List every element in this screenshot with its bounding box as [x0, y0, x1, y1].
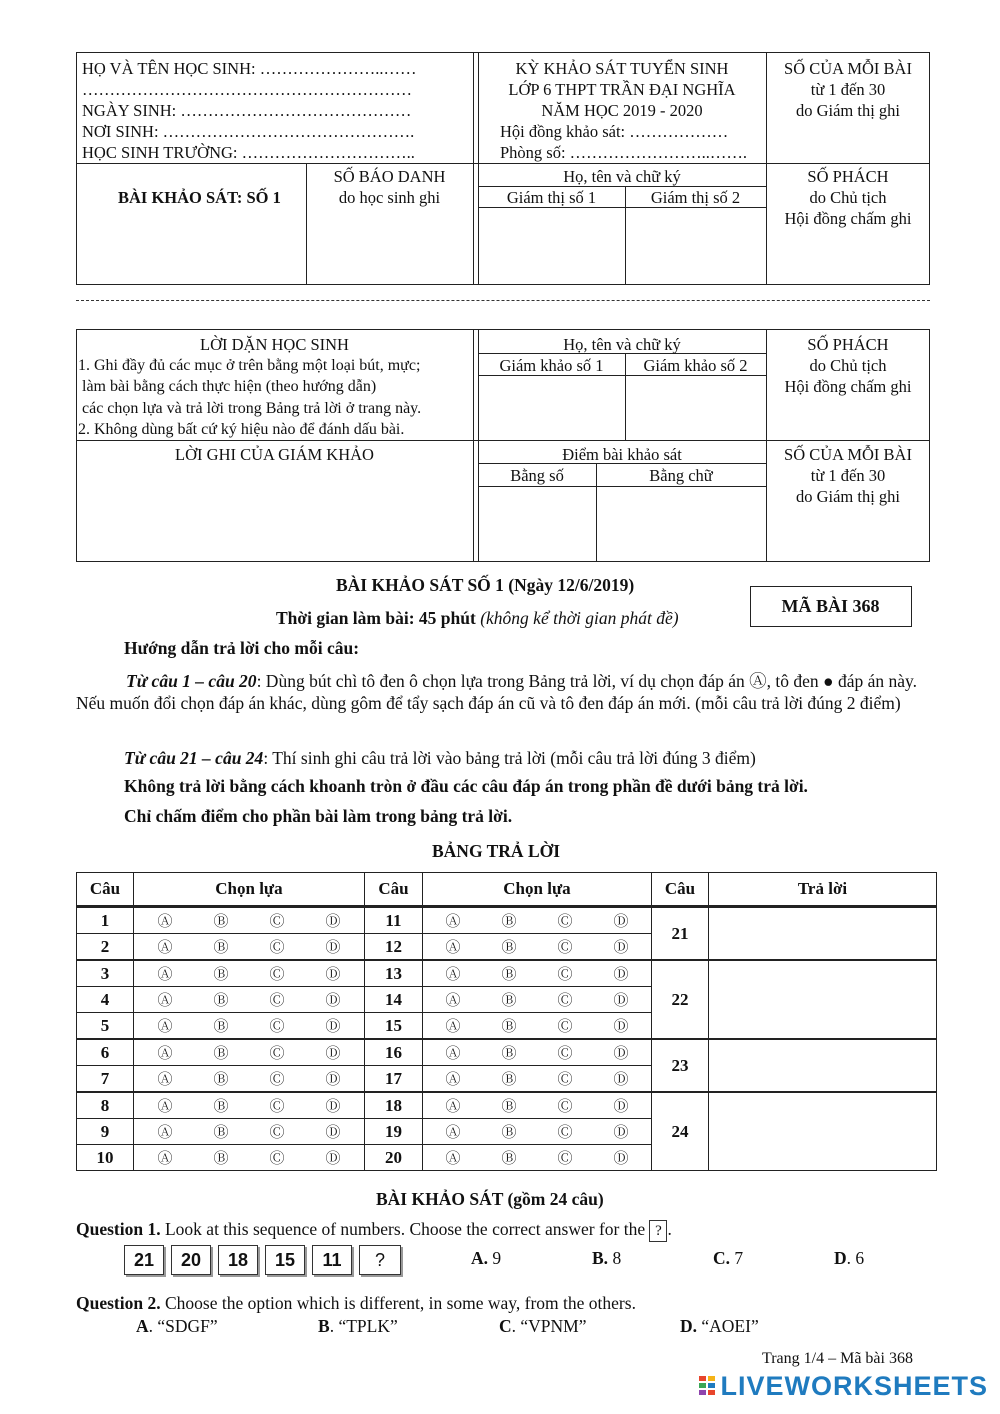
q12-choices: [422, 934, 651, 961]
question-number: 11: [365, 907, 423, 934]
bubble-option-d[interactable]: Ⓓ: [613, 912, 629, 930]
bubble-option-d[interactable]: Ⓓ: [325, 1123, 341, 1141]
exam-time: [276, 608, 679, 629]
q2-option-d-label: D.: [680, 1316, 698, 1336]
bubble-option-c[interactable]: Ⓒ: [557, 938, 573, 956]
grader1-sign-box[interactable]: [481, 378, 623, 438]
open-question-number: 22: [652, 960, 709, 1039]
detach-no-note1: do Chủ tịch: [809, 188, 887, 207]
open-answer-input[interactable]: [708, 1039, 936, 1092]
instruction-line3: các chọn lựa và trả lời trong Bảng trả lời ở trang này.: [82, 400, 422, 417]
bubble-option-a[interactable]: Ⓐ: [157, 912, 173, 930]
bubble-option-c[interactable]: Ⓒ: [269, 1149, 285, 1167]
q20-choices: [422, 1145, 651, 1171]
q1-option-d-value: . 6: [846, 1248, 865, 1268]
question-number: 19: [365, 1119, 423, 1145]
bubble-option-c[interactable]: Ⓒ: [557, 1017, 573, 1035]
proctor1-label: Giám thị số 1: [506, 188, 597, 207]
guide-paragraph2: [124, 747, 944, 769]
bubble-option-b[interactable]: Ⓑ: [501, 1070, 517, 1088]
bubble-option-b[interactable]: Ⓑ: [213, 1044, 229, 1062]
bubble-option-b[interactable]: Ⓑ: [213, 1149, 229, 1167]
instruction-line2: làm bài bằng cách thực hiện (theo hướng dẫn): [82, 378, 377, 395]
grading-detach-no-note2: Hội đồng chấm ghi: [784, 377, 912, 396]
bubble-option-c[interactable]: Ⓒ: [269, 1123, 285, 1141]
student-name-field-cont[interactable]: ……………………………………………………: [82, 80, 412, 99]
exam-time-note: (không kể thời gian phát đề): [480, 608, 679, 628]
q2-choices: [133, 934, 364, 961]
proctor1-sign-box[interactable]: [481, 210, 623, 282]
grader-sign-title: Họ, tên và chữ ký: [563, 335, 681, 354]
bubble-option-c[interactable]: Ⓒ: [269, 965, 285, 983]
birth-place-field[interactable]: NƠI SINH: ……………………………………….: [82, 122, 415, 141]
paper-no-range: từ 1 đến 30: [810, 80, 886, 99]
survey-title: BÀI KHẢO SÁT (gồm 24 câu): [376, 1189, 604, 1209]
bubble-option-b[interactable]: Ⓑ: [501, 1044, 517, 1062]
bubble-option-d[interactable]: Ⓓ: [325, 1044, 341, 1062]
bubble-option-a[interactable]: Ⓐ: [157, 991, 173, 1009]
q1-choices: [133, 907, 364, 934]
bubble-option-d[interactable]: Ⓓ: [613, 965, 629, 983]
bubble-option-d[interactable]: Ⓓ: [325, 912, 341, 930]
bubble-option-d[interactable]: Ⓓ: [613, 991, 629, 1009]
q10-choices: [133, 1145, 364, 1171]
bubble-option-a[interactable]: Ⓐ: [445, 1044, 461, 1062]
q2-option-c-label: C: [499, 1316, 512, 1336]
q2-text: Choose the option which is different, in some way, from the others.: [164, 1293, 636, 1313]
q1-sequence: [124, 1245, 408, 1275]
question-number: 3: [77, 960, 134, 987]
q2-option-b-value: . “TPLK”: [329, 1316, 398, 1336]
bubble-option-a[interactable]: Ⓐ: [445, 1017, 461, 1035]
guide-note1: Không trả lời bằng cách khoanh tròn ở đầu các câu đáp án trong phần đề dưới bảng trả lời.: [124, 776, 808, 796]
proctor2-sign-box[interactable]: [628, 210, 764, 282]
bubble-option-b[interactable]: Ⓑ: [213, 1017, 229, 1035]
q13-choices: [422, 960, 651, 987]
q2-option-a: [136, 1316, 218, 1337]
table-row: [77, 1092, 937, 1119]
bubble-option-a[interactable]: Ⓐ: [445, 1123, 461, 1141]
question-number: 17: [365, 1066, 423, 1093]
bubble-option-d[interactable]: Ⓓ: [325, 991, 341, 1009]
col-header-q1: Câu: [77, 873, 134, 907]
question-number: 8: [77, 1092, 134, 1119]
seq-item-unknown: ?: [359, 1245, 401, 1275]
q9-choices: [133, 1119, 364, 1145]
bubble-option-a[interactable]: Ⓐ: [445, 912, 461, 930]
bubble-option-b[interactable]: Ⓑ: [213, 912, 229, 930]
q4-choices: [133, 987, 364, 1013]
score-words-label: Bằng chữ: [649, 466, 713, 485]
answer-table: [76, 872, 937, 1171]
score-number-label: Bằng số: [510, 466, 564, 485]
q1-option-c-label: C.: [713, 1248, 731, 1268]
paper-no-label: SỐ CỦA MỖI BÀI: [784, 59, 912, 78]
question-number: 18: [365, 1092, 423, 1119]
question-number: 4: [77, 987, 134, 1013]
q15-choices: [422, 1013, 651, 1040]
candidate-no-note: do học sinh ghi: [338, 188, 441, 207]
grader2-sign-box[interactable]: [628, 378, 764, 438]
q18-choices: [422, 1092, 651, 1119]
question-2: [76, 1293, 636, 1314]
question-number: 13: [365, 960, 423, 987]
bubble-option-a[interactable]: Ⓐ: [445, 1070, 461, 1088]
question-number: 16: [365, 1039, 423, 1066]
bubble-option-b[interactable]: Ⓑ: [501, 991, 517, 1009]
bubble-option-c[interactable]: Ⓒ: [269, 1044, 285, 1062]
open-answer-input[interactable]: [708, 1092, 936, 1171]
bubble-option-d[interactable]: Ⓓ: [325, 1097, 341, 1115]
q1-option-c: [713, 1248, 743, 1269]
paper-no-note: do Giám thị ghi: [795, 101, 901, 120]
q2-option-c: [499, 1316, 587, 1337]
bubble-option-c[interactable]: Ⓒ: [269, 991, 285, 1009]
birth-date-field[interactable]: NGÀY SINH: ……………………………………: [82, 101, 412, 120]
col-header-choice2: Chọn lựa: [422, 873, 651, 907]
grading-paper-no-note: do Giám thị ghi: [795, 487, 901, 506]
liveworksheets-logo-icon: [698, 1375, 716, 1397]
q1-option-d-label: D: [834, 1248, 847, 1268]
examiner-note-title: LỜI GHI CỦA GIÁM KHẢO: [175, 445, 374, 464]
q1-placeholder-box: ?: [649, 1220, 667, 1242]
bubble-option-c[interactable]: Ⓒ: [557, 1123, 573, 1141]
question-number: 1: [77, 907, 134, 934]
question-number: 10: [77, 1145, 134, 1171]
open-answer-input[interactable]: [708, 960, 936, 1039]
bubble-option-a[interactable]: Ⓐ: [157, 965, 173, 983]
bubble-option-a[interactable]: Ⓐ: [445, 965, 461, 983]
col-header-choice1: Chọn lựa: [133, 873, 364, 907]
bubble-option-b[interactable]: Ⓑ: [501, 938, 517, 956]
examiner-note-box[interactable]: [80, 468, 470, 558]
q2-option-b: [318, 1316, 398, 1337]
bubble-option-c[interactable]: Ⓒ: [557, 965, 573, 983]
bubble-option-a[interactable]: Ⓐ: [157, 1123, 173, 1141]
guide-heading: Hướng dẫn trả lời cho mỗi câu:: [124, 638, 360, 658]
q1-option-b-value: 8: [612, 1248, 622, 1268]
q8-choices: [133, 1092, 364, 1119]
col-header-q3: Câu: [652, 873, 709, 907]
q2-option-c-value: . “VPNM”: [511, 1316, 587, 1336]
q11-choices: [422, 907, 651, 934]
bubble-option-a[interactable]: Ⓐ: [157, 938, 173, 956]
exam-code-box: [750, 586, 912, 627]
bubble-option-c[interactable]: Ⓒ: [557, 1149, 573, 1167]
q2-option-b-label: B: [318, 1316, 330, 1336]
instruction-line4: 2. Không dùng bất cứ ký hiệu nào để đánh dấu bài.: [78, 421, 405, 438]
question-number: 6: [77, 1039, 134, 1066]
bubble-option-c[interactable]: Ⓒ: [269, 1097, 285, 1115]
table-row: [77, 960, 937, 987]
q1-text: Look at this sequence of numbers. Choose the correct answer for the: [164, 1219, 646, 1239]
guide-p1-label: Từ câu 1 – câu 20: [126, 671, 257, 691]
bubble-option-d[interactable]: Ⓓ: [613, 938, 629, 956]
bubble-option-a[interactable]: Ⓐ: [157, 1017, 173, 1035]
q1-option-d: [834, 1248, 864, 1269]
room-field[interactable]: Phòng số: ……………………..…….: [500, 143, 748, 162]
bubble-option-d[interactable]: Ⓓ: [613, 1097, 629, 1115]
exam-code: MÃ BÀI 368: [781, 596, 880, 616]
instruction-line1: 1. Ghi đầy đủ các mục ở trên bằng một loại bút, mực;: [78, 357, 421, 374]
bubble-option-d[interactable]: Ⓓ: [325, 938, 341, 956]
exam-title: BÀI KHẢO SÁT SỐ 1 (Ngày 12/6/2019): [336, 575, 635, 595]
bubble-option-b[interactable]: Ⓑ: [501, 1123, 517, 1141]
question-1: Question 1. Look at this sequence of numbers. Choose the correct answer for the ? .: [76, 1219, 672, 1242]
bubble-option-d[interactable]: Ⓓ: [325, 1070, 341, 1088]
bubble-option-b[interactable]: Ⓑ: [501, 1097, 517, 1115]
bubble-option-d[interactable]: Ⓓ: [613, 1044, 629, 1062]
grading-paper-no-label: SỐ CỦA MỖI BÀI: [784, 445, 912, 464]
guide-note2: Chỉ chấm điểm cho phần bài làm trong bảng trả lời.: [124, 806, 513, 826]
bubble-option-c[interactable]: Ⓒ: [557, 1070, 573, 1088]
seq-item: 20: [171, 1245, 211, 1275]
bubble-option-b[interactable]: Ⓑ: [213, 1123, 229, 1141]
q2-option-a-label: A: [136, 1316, 149, 1336]
answer-sheet-title: BẢNG TRẢ LỜI: [432, 841, 561, 861]
q2-option-d: [680, 1316, 759, 1337]
open-question-number: 23: [652, 1039, 709, 1092]
bubble-option-b[interactable]: Ⓑ: [501, 1149, 517, 1167]
q3-choices: [133, 960, 364, 987]
score-title: Điểm bài khảo sát: [562, 445, 682, 464]
bubble-option-c[interactable]: Ⓒ: [269, 1017, 285, 1035]
bubble-option-b[interactable]: Ⓑ: [213, 938, 229, 956]
proctor-sign-title: Họ, tên và chữ ký: [563, 167, 681, 186]
bubble-option-b[interactable]: Ⓑ: [213, 991, 229, 1009]
student-name-field[interactable]: HỌ VÀ TÊN HỌC SINH: …………………..……: [82, 59, 417, 78]
q1-option-c-value: 7: [734, 1248, 744, 1268]
grading-detach-no-label: SỐ PHÁCH: [807, 335, 889, 354]
bubble-option-a[interactable]: Ⓐ: [445, 938, 461, 956]
bubble-option-d[interactable]: Ⓓ: [325, 1149, 341, 1167]
bubble-option-d[interactable]: Ⓓ: [613, 1149, 629, 1167]
score-number-box[interactable]: [481, 489, 594, 559]
bubble-option-a[interactable]: Ⓐ: [445, 1149, 461, 1167]
bubble-option-d[interactable]: Ⓓ: [325, 965, 341, 983]
question-number: 2: [77, 934, 134, 961]
detach-no-note2: Hội đồng chấm ghi: [784, 209, 912, 228]
bubble-option-a[interactable]: Ⓐ: [157, 1149, 173, 1167]
cut-line: [76, 300, 930, 301]
school-field[interactable]: HỌC SINH TRƯỜNG: …………………………..: [82, 143, 415, 162]
bubble-option-b[interactable]: Ⓑ: [213, 1070, 229, 1088]
table-row: [77, 1039, 937, 1066]
bubble-option-c[interactable]: Ⓒ: [269, 1070, 285, 1088]
col-header-q2: Câu: [365, 873, 423, 907]
bubble-option-c[interactable]: Ⓒ: [557, 1097, 573, 1115]
detach-no-label: SỐ PHÁCH: [807, 167, 889, 186]
candidate-no-label: SỐ BÁO DANH: [333, 167, 446, 186]
bubble-option-a[interactable]: Ⓐ: [157, 1070, 173, 1088]
bubble-option-c[interactable]: Ⓒ: [557, 912, 573, 930]
q6-choices: [133, 1039, 364, 1066]
bubble-option-d[interactable]: Ⓓ: [325, 1017, 341, 1035]
question-number: 14: [365, 987, 423, 1013]
grader2-label: Giám khảo số 2: [643, 356, 748, 375]
seq-item: 15: [265, 1245, 305, 1275]
bubble-option-c[interactable]: Ⓒ: [557, 1044, 573, 1062]
bubble-option-b[interactable]: Ⓑ: [213, 1097, 229, 1115]
guide-p1-text: : Dùng bút chì tô đen ô chọn lựa trong Bảng trả lời, ví dụ chọn đáp án Ⓐ, tô đen ● đáp án này. Nếu muốn đổi chọn đáp án khác, dùng gôm để tẩy sạch đáp án cũ và tô đen đáp án mới. (mỗi câu trả lời đúng 2 điểm): [76, 671, 918, 713]
grader1-label: Giám khảo số 1: [499, 356, 604, 375]
exam-time-bold: Thời gian làm bài: 45 phút: [276, 608, 476, 628]
council-field[interactable]: Hội đồng khảo sát: ………………: [500, 122, 729, 141]
guide-paragraph1: [76, 670, 946, 714]
score-words-box[interactable]: [599, 489, 764, 559]
bubble-option-b[interactable]: Ⓑ: [501, 1017, 517, 1035]
q1-option-a: [471, 1248, 501, 1269]
guide-p2-label: Từ câu 21 – câu 24: [124, 748, 264, 768]
q1-option-a-value: 9: [492, 1248, 502, 1268]
q5-choices: [133, 1013, 364, 1040]
question-number: 7: [77, 1066, 134, 1093]
q14-choices: [422, 987, 651, 1013]
exam-title-line1: KỲ KHẢO SÁT TUYỂN SINH: [515, 59, 729, 78]
bubble-option-c[interactable]: Ⓒ: [557, 991, 573, 1009]
open-question-number: 21: [652, 907, 709, 961]
q2-option-a-value: . “SDGF”: [148, 1316, 218, 1336]
bubble-option-a[interactable]: Ⓐ: [157, 1044, 173, 1062]
q16-choices: [422, 1039, 651, 1066]
guide-p2-text: : Thí sinh ghi câu trả lời vào bảng trả lời (mỗi câu trả lời đúng 3 điểm): [263, 748, 756, 768]
grading-paper-no-range: từ 1 đến 30: [810, 466, 886, 485]
bubble-option-b[interactable]: Ⓑ: [501, 912, 517, 930]
question-number: 12: [365, 934, 423, 961]
question-number: 15: [365, 1013, 423, 1040]
candidate-no-input[interactable]: [310, 210, 470, 282]
question-number: 5: [77, 1013, 134, 1040]
q1-option-a-label: A.: [471, 1248, 489, 1268]
q2-option-d-value: “AOEI”: [701, 1316, 759, 1336]
q17-choices: [422, 1066, 651, 1093]
exam-title-line2: LỚP 6 THPT TRẦN ĐẠI NGHĨA: [508, 80, 736, 99]
q1-option-b-label: B.: [592, 1248, 609, 1268]
seq-item: 18: [218, 1245, 258, 1275]
open-answer-input[interactable]: [708, 907, 936, 961]
col-header-answer: Trả lời: [708, 873, 936, 907]
bubble-option-d[interactable]: Ⓓ: [613, 1123, 629, 1141]
question-number: 20: [365, 1145, 423, 1171]
proctor2-label: Giám thị số 2: [650, 188, 741, 207]
exam-label: BÀI KHẢO SÁT: SỐ 1: [118, 188, 281, 207]
bubble-option-a[interactable]: Ⓐ: [445, 1097, 461, 1115]
table-row: [77, 907, 937, 934]
q2-label: Question 2.: [76, 1293, 161, 1313]
q1-label: Question 1.: [76, 1219, 161, 1239]
q19-choices: [422, 1119, 651, 1145]
q7-choices: [133, 1066, 364, 1093]
bubble-option-d[interactable]: Ⓓ: [613, 1070, 629, 1088]
open-question-number: 24: [652, 1092, 709, 1171]
exam-title-line3: NĂM HỌC 2019 - 2020: [541, 101, 703, 120]
bubble-option-b[interactable]: Ⓑ: [213, 965, 229, 983]
grading-detach-no-note1: do Chủ tịch: [809, 356, 887, 375]
seq-item: 11: [312, 1245, 352, 1275]
liveworksheets-logo-text: LIVEWORKSHEETS: [720, 1371, 988, 1401]
seq-item: 21: [124, 1245, 164, 1275]
page-footer: Trang 1/4 – Mã bài 368: [762, 1350, 913, 1367]
question-number: 9: [77, 1119, 134, 1145]
bubble-option-d[interactable]: Ⓓ: [613, 1017, 629, 1035]
bubble-option-c[interactable]: Ⓒ: [269, 938, 285, 956]
instructions-title: LỜI DẶN HỌC SINH: [200, 335, 349, 354]
q1-option-b: [592, 1248, 621, 1269]
bubble-option-b[interactable]: Ⓑ: [501, 965, 517, 983]
liveworksheets-logo[interactable]: [698, 1371, 988, 1402]
bubble-option-c[interactable]: Ⓒ: [269, 912, 285, 930]
bubble-option-a[interactable]: Ⓐ: [157, 1097, 173, 1115]
bubble-option-a[interactable]: Ⓐ: [445, 991, 461, 1009]
